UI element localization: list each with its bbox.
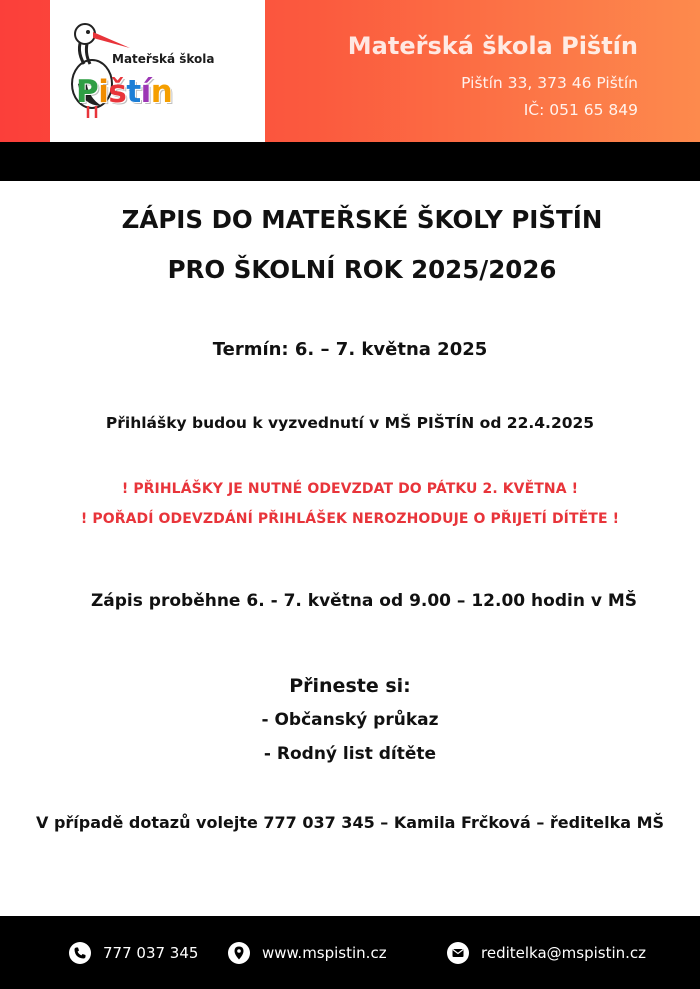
termin-date: Termín: 6. – 7. května 2025 (212, 339, 488, 360)
phone-icon (69, 942, 91, 964)
logo-letters (76, 74, 172, 110)
warning-deadline: ! PŘIHLÁŠKY JE NUTNÉ ODEVZDAT DO PÁTKU 2. KVĚTNA ! (121, 481, 579, 497)
school-ic: IČ: 051 65 849 (523, 101, 638, 119)
school-name: Mateřská škola Pištín (347, 32, 638, 60)
logo-letter: n (150, 74, 173, 110)
footer-web-text: www.mspistin.cz (262, 943, 387, 962)
bring-item-id-card: - Občanský průkaz (261, 710, 439, 730)
footer-email-text: reditelka@mspistin.cz (481, 943, 647, 962)
logo-big-text (76, 74, 172, 110)
contact-info: V případě dotazů volejte 777 037 345 – Kamila Frčková – ředitelka MŠ (35, 813, 665, 832)
logo-letter: š (108, 74, 127, 110)
enrollment-time: Zápis proběhne 6. - 7. května od 9.00 – 12.00 hodin v MŠ (90, 591, 638, 611)
location-pin-icon (228, 942, 250, 964)
logo-letter: i (98, 74, 109, 110)
page-title-line2: PRO ŠKOLNÍ ROK 2025/2026 (167, 255, 557, 284)
footer-email[interactable] (447, 916, 646, 989)
school-logo (50, 0, 265, 142)
warning-order: ! POŘADÍ ODEVZDÁNÍ PŘIHLÁŠEK NEROZHODUJE O PŘIJETÍ DÍTĚTE ! (80, 511, 620, 527)
footer-phone-text: 777 037 345 (103, 943, 199, 962)
logo-letter: t (126, 74, 141, 110)
email-icon (447, 942, 469, 964)
applications-info: Přihlášky budou k vyzvednutí v MŠ PIŠTÍN od 22.4.2025 (105, 414, 595, 432)
bring-heading: Přineste si: (289, 675, 411, 697)
footer-web[interactable] (228, 916, 387, 989)
header-banner (0, 0, 700, 142)
bring-item-birth-certificate: - Rodný list dítěte (263, 744, 437, 764)
logo-letter: P (76, 74, 99, 110)
logo-small-text: Mateřská škola (112, 52, 215, 66)
footer-phone[interactable] (69, 916, 198, 989)
footer-bar (0, 916, 700, 989)
logo-letter: í (140, 74, 151, 110)
page-title-line1: ZÁPIS DO MATEŘSKÉ ŠKOLY PIŠTÍN (121, 205, 603, 234)
school-address: Pištín 33, 373 46 Pištín (461, 74, 638, 92)
header-black-bar (0, 142, 700, 181)
